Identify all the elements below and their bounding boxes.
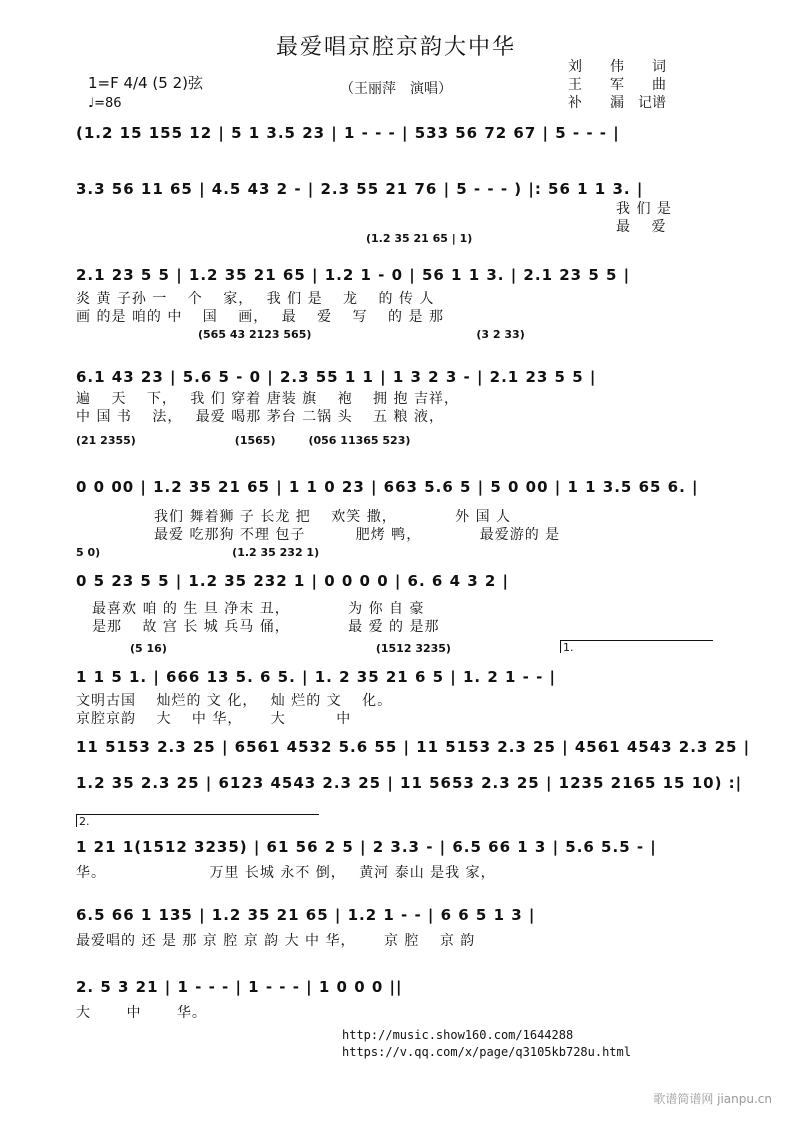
notes-line: 2. 5 3 21 | 1 - - - | 1 - - - | 1 0 0 0 ||: [76, 978, 403, 996]
lyric-verse-2: 京腔京韵 大 中 华， 大 中: [76, 711, 352, 727]
lyric-verse-1: 遍 天 下， 我 们 穿着 唐装 旗 袍 拥 抱 吉祥，: [76, 391, 459, 407]
notes-line: 1 1 5 1. | 666 13 5. 6 5. | 1. 2 35 21 6 5 | 1. 2 1 - - |: [76, 668, 557, 686]
tempo-marking: ♩=86: [88, 96, 122, 111]
notes-line: 1 21 1(1512 3235) | 61 56 2 5 | 2 3.3 - | 6.5 66 1 3 | 5.6 5.5 - |: [76, 838, 657, 856]
volta-first-ending: 1.: [560, 640, 713, 653]
notes-line: 0 5 23 5 5 | 1.2 35 232 1 | 0 0 0 0 | 6. 6 4 3 2 |: [76, 572, 510, 590]
notes-line: 6.1 43 23 | 5.6 5 - 0 | 2.3 55 1 1 | 1 3 2 3 - | 2.1 23 5 5 |: [76, 368, 597, 386]
notes-line: (1.2 15 155 12 | 5 1 3.5 23 | 1 - - - | 533 56 72 67 | 5 - - - |: [76, 124, 620, 142]
notes-line: 3.3 56 11 65 | 4.5 43 2 - | 2.3 55 21 76 | 5 - - - ) |: 56 1 1 3. |: [76, 180, 644, 198]
auxiliary-notes: (5 16) (1512 3235): [130, 642, 451, 655]
auxiliary-notes: (21 2355) (1565) (056 11365 523): [76, 434, 411, 447]
source-link-2[interactable]: https://v.qq.com/x/page/q3105kb728u.html: [342, 1045, 631, 1059]
notes-line: 1.2 35 2.3 25 | 6123 4543 2.3 25 | 11 5653 2.3 25 | 1235 2165 15 10) :|: [76, 774, 743, 792]
notes-line: 6.5 66 1 135 | 1.2 35 21 65 | 1.2 1 - - | 6 6 5 1 3 |: [76, 906, 536, 924]
lyric-line: 大 中 华。: [76, 1005, 207, 1021]
credits: [568, 58, 666, 112]
singer: （王丽萍 演唱）: [340, 81, 452, 97]
notes-line: 2.1 23 5 5 | 1.2 35 21 65 | 1.2 1 - 0 | 56 1 1 3. | 2.1 23 5 5 |: [76, 266, 631, 284]
lyric-verse-1: 文明古国 灿烂的 文 化， 灿 烂的 文 化。: [76, 693, 393, 709]
notes-line: 0 0 00 | 1.2 35 21 65 | 1 1 0 23 | 663 5.6 5 | 5 0 00 | 1 1 3.5 65 6. |: [76, 478, 699, 496]
credit-lyricist: 刘 伟 词: [568, 59, 666, 75]
lyric-line: 华。 万里 长城 永不 倒， 黄河 泰山 是我 家，: [76, 865, 496, 881]
watermark-text: 歌谱简谱网 jianpu.cn: [653, 1092, 772, 1106]
lyric-verse-2: 画 的是 咱的 中 国 画， 最 爱 写 的 是 那: [76, 309, 444, 325]
volta-second-ending: 2.: [76, 814, 319, 827]
auxiliary-notes: 5 0) (1.2 35 232 1): [76, 546, 320, 559]
notes-line: 11 5153 2.3 25 | 6561 4532 5.6 55 | 11 5153 2.3 25 | 4561 4543 2.3 25 |: [76, 738, 751, 756]
lyric-verse-2: 中 国 书 法， 最爱 喝那 茅台 二锅 头 五 粮 液，: [76, 409, 444, 425]
lyric-verse-2: 最 爱: [616, 219, 667, 235]
lyric-line: 最爱唱的 还 是 那 京 腔 京 韵 大 中 华， 京 腔 京 韵: [76, 933, 476, 949]
lyric-verse-1: 最喜欢 咱 的 生 旦 净末 丑， 为 你 自 豪: [92, 601, 425, 617]
key-signature: 1=F 4/4 (5 2)弦: [88, 74, 203, 92]
lyric-verse-2: 最爱 吃那狗 不理 包子 肥烤 鸭， 最爱游的 是: [154, 527, 561, 543]
auxiliary-notes: (1.2 35 21 65 | 1): [366, 232, 473, 245]
credit-transcriber: 补 漏 记谱: [568, 95, 666, 111]
lyric-verse-1: 炎 黄 子孙 一 个 家， 我 们 是 龙 的 传 人: [76, 291, 435, 307]
credit-composer: 王 军 曲: [568, 77, 666, 93]
lyric-verse-2: 是那 故 宫 长 城 兵马 俑， 最 爱 的 是那: [92, 619, 440, 635]
auxiliary-notes: (565 43 2123 565) (3 2 33): [198, 328, 525, 341]
lyric-verse-1: 我 们 是: [616, 201, 672, 217]
song-title: 最爱唱京腔京韵大中华: [275, 35, 516, 60]
lyric-verse-1: 我们 舞着狮 子 长龙 把 欢笑 撒， 外 国 人: [154, 509, 512, 525]
source-link-1[interactable]: http://music.show160.com/1644288: [342, 1028, 574, 1042]
